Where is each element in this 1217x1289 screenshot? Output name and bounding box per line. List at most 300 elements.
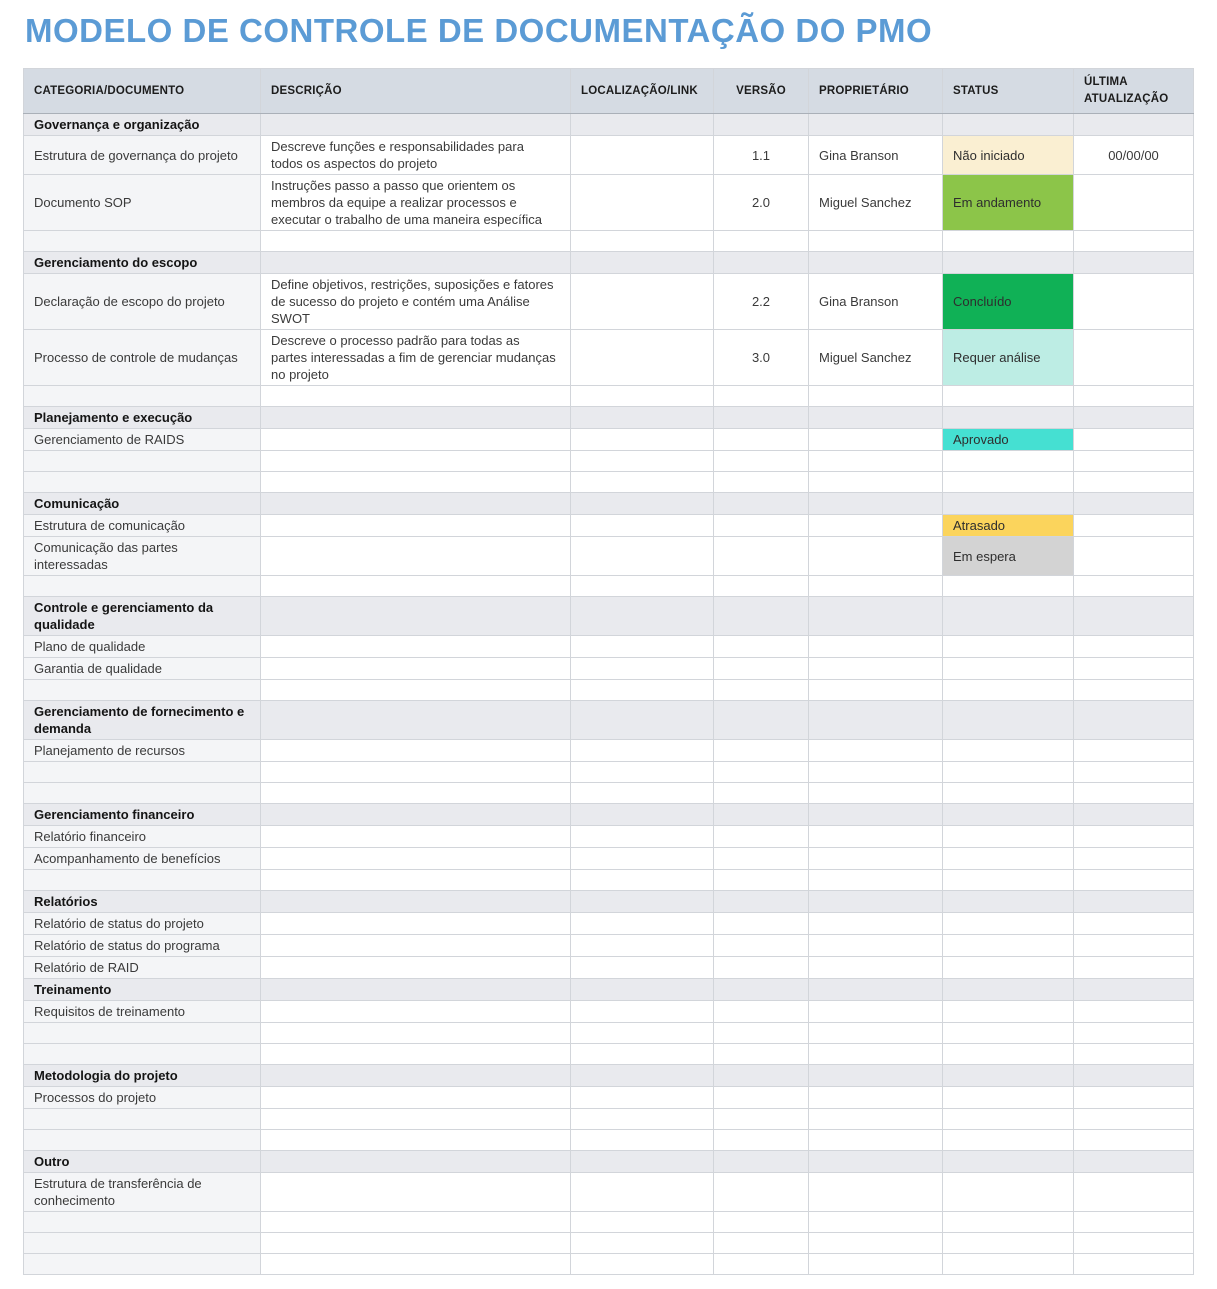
cell-status[interactable]: [943, 783, 1074, 804]
status-cell[interactable]: Não iniciado: [943, 136, 1074, 175]
cell-category[interactable]: [24, 576, 261, 597]
cell-description[interactable]: [261, 597, 571, 636]
cell-description[interactable]: [261, 1130, 571, 1151]
cell-category[interactable]: Controle e gerenciamento da qualidade: [24, 597, 261, 636]
cell-status[interactable]: [943, 848, 1074, 870]
status-cell[interactable]: Concluído: [943, 274, 1074, 330]
cell-updated[interactable]: [1074, 826, 1194, 848]
cell-location[interactable]: [571, 1151, 714, 1173]
cell-location[interactable]: [571, 1212, 714, 1233]
cell-category[interactable]: Gerenciamento de fornecimento e demanda: [24, 701, 261, 740]
cell-owner[interactable]: [809, 913, 943, 935]
cell-category[interactable]: [24, 1044, 261, 1065]
cell-description[interactable]: [261, 826, 571, 848]
cell-updated[interactable]: [1074, 274, 1194, 330]
cell-version[interactable]: [714, 1001, 809, 1023]
cell-status[interactable]: [943, 1001, 1074, 1023]
cell-version[interactable]: 2.0: [714, 175, 809, 231]
cell-category[interactable]: [24, 451, 261, 472]
cell-location[interactable]: [571, 848, 714, 870]
cell-version[interactable]: [714, 252, 809, 274]
cell-version[interactable]: [714, 537, 809, 576]
cell-location[interactable]: [571, 957, 714, 979]
cell-location[interactable]: [571, 979, 714, 1001]
status-cell[interactable]: Aprovado: [943, 429, 1074, 451]
cell-owner[interactable]: [809, 957, 943, 979]
cell-status[interactable]: [943, 1023, 1074, 1044]
cell-owner[interactable]: [809, 1151, 943, 1173]
cell-description[interactable]: [261, 1233, 571, 1254]
cell-updated[interactable]: [1074, 386, 1194, 407]
cell-owner[interactable]: Miguel Sanchez: [809, 175, 943, 231]
cell-category[interactable]: Documento SOP: [24, 175, 261, 231]
cell-description[interactable]: Descreve funções e responsabilidades para todos os aspectos do projeto: [261, 136, 571, 175]
cell-location[interactable]: [571, 1065, 714, 1087]
cell-description[interactable]: [261, 1065, 571, 1087]
cell-description[interactable]: [261, 979, 571, 1001]
cell-updated[interactable]: [1074, 537, 1194, 576]
cell-status[interactable]: [943, 1109, 1074, 1130]
cell-updated[interactable]: [1074, 597, 1194, 636]
cell-version[interactable]: [714, 597, 809, 636]
cell-description[interactable]: [261, 114, 571, 136]
cell-owner[interactable]: [809, 826, 943, 848]
cell-updated[interactable]: [1074, 1151, 1194, 1173]
cell-location[interactable]: [571, 429, 714, 451]
cell-version[interactable]: [714, 472, 809, 493]
cell-status[interactable]: [943, 1233, 1074, 1254]
cell-category[interactable]: Relatório de status do projeto: [24, 913, 261, 935]
cell-updated[interactable]: [1074, 493, 1194, 515]
cell-category[interactable]: Estrutura de governança do projeto: [24, 136, 261, 175]
cell-version[interactable]: [714, 804, 809, 826]
cell-location[interactable]: [571, 472, 714, 493]
cell-version[interactable]: [714, 1023, 809, 1044]
cell-category[interactable]: Comunicação das partes interessadas: [24, 537, 261, 576]
cell-category[interactable]: Plano de qualidade: [24, 636, 261, 658]
cell-version[interactable]: [714, 701, 809, 740]
cell-owner[interactable]: [809, 1109, 943, 1130]
cell-category[interactable]: [24, 1023, 261, 1044]
cell-location[interactable]: [571, 136, 714, 175]
cell-location[interactable]: [571, 597, 714, 636]
cell-owner[interactable]: [809, 1130, 943, 1151]
cell-owner[interactable]: [809, 1173, 943, 1212]
cell-owner[interactable]: [809, 658, 943, 680]
cell-updated[interactable]: 00/00/00: [1074, 136, 1194, 175]
cell-updated[interactable]: [1074, 231, 1194, 252]
cell-version[interactable]: [714, 114, 809, 136]
cell-owner[interactable]: [809, 1065, 943, 1087]
cell-updated[interactable]: [1074, 252, 1194, 274]
cell-owner[interactable]: [809, 597, 943, 636]
cell-status[interactable]: [943, 576, 1074, 597]
cell-status[interactable]: [943, 979, 1074, 1001]
cell-version[interactable]: [714, 979, 809, 1001]
cell-description[interactable]: [261, 957, 571, 979]
cell-updated[interactable]: [1074, 1173, 1194, 1212]
cell-updated[interactable]: [1074, 1130, 1194, 1151]
cell-category[interactable]: Gerenciamento financeiro: [24, 804, 261, 826]
cell-description[interactable]: [261, 913, 571, 935]
cell-version[interactable]: [714, 848, 809, 870]
cell-owner[interactable]: Miguel Sanchez: [809, 330, 943, 386]
cell-status[interactable]: [943, 680, 1074, 701]
cell-category[interactable]: Relatório de status do programa: [24, 935, 261, 957]
cell-location[interactable]: [571, 252, 714, 274]
cell-owner[interactable]: [809, 386, 943, 407]
cell-description[interactable]: [261, 1109, 571, 1130]
cell-description[interactable]: [261, 848, 571, 870]
cell-updated[interactable]: [1074, 913, 1194, 935]
cell-owner[interactable]: [809, 429, 943, 451]
cell-updated[interactable]: [1074, 740, 1194, 762]
cell-owner[interactable]: [809, 472, 943, 493]
cell-status[interactable]: [943, 1130, 1074, 1151]
cell-location[interactable]: [571, 1023, 714, 1044]
cell-category[interactable]: Comunicação: [24, 493, 261, 515]
cell-category[interactable]: [24, 1130, 261, 1151]
cell-owner[interactable]: [809, 114, 943, 136]
cell-version[interactable]: [714, 576, 809, 597]
cell-version[interactable]: [714, 658, 809, 680]
cell-updated[interactable]: [1074, 658, 1194, 680]
cell-status[interactable]: [943, 913, 1074, 935]
cell-updated[interactable]: [1074, 848, 1194, 870]
cell-version[interactable]: [714, 957, 809, 979]
cell-updated[interactable]: [1074, 762, 1194, 783]
cell-owner[interactable]: [809, 1233, 943, 1254]
cell-description[interactable]: [261, 680, 571, 701]
cell-owner[interactable]: [809, 701, 943, 740]
cell-owner[interactable]: [809, 252, 943, 274]
cell-version[interactable]: [714, 515, 809, 537]
cell-updated[interactable]: [1074, 804, 1194, 826]
cell-category[interactable]: Treinamento: [24, 979, 261, 1001]
cell-updated[interactable]: [1074, 175, 1194, 231]
cell-description[interactable]: Descreve o processo padrão para todas as partes interessadas a fim de gerenciar mudanças no projeto: [261, 330, 571, 386]
cell-version[interactable]: [714, 1044, 809, 1065]
cell-location[interactable]: [571, 537, 714, 576]
cell-version[interactable]: [714, 386, 809, 407]
cell-updated[interactable]: [1074, 1233, 1194, 1254]
cell-status[interactable]: [943, 740, 1074, 762]
cell-location[interactable]: [571, 913, 714, 935]
cell-location[interactable]: [571, 1254, 714, 1275]
cell-owner[interactable]: [809, 576, 943, 597]
cell-description[interactable]: [261, 231, 571, 252]
cell-updated[interactable]: [1074, 1087, 1194, 1109]
cell-description[interactable]: Define objetivos, restrições, suposições e fatores de sucesso do projeto e contém uma Análise SWOT: [261, 274, 571, 330]
cell-owner[interactable]: [809, 804, 943, 826]
cell-updated[interactable]: [1074, 1065, 1194, 1087]
cell-owner[interactable]: [809, 935, 943, 957]
cell-updated[interactable]: [1074, 935, 1194, 957]
cell-category[interactable]: Garantia de qualidade: [24, 658, 261, 680]
cell-description[interactable]: [261, 935, 571, 957]
cell-location[interactable]: [571, 114, 714, 136]
status-cell[interactable]: Em espera: [943, 537, 1074, 576]
cell-category[interactable]: Processo de controle de mudanças: [24, 330, 261, 386]
cell-status[interactable]: [943, 762, 1074, 783]
cell-version[interactable]: [714, 1065, 809, 1087]
cell-updated[interactable]: [1074, 783, 1194, 804]
cell-category[interactable]: [24, 1233, 261, 1254]
cell-location[interactable]: [571, 576, 714, 597]
cell-version[interactable]: [714, 636, 809, 658]
cell-description[interactable]: [261, 1254, 571, 1275]
cell-description[interactable]: [261, 1212, 571, 1233]
cell-description[interactable]: [261, 762, 571, 783]
cell-status[interactable]: [943, 407, 1074, 429]
cell-category[interactable]: Relatórios: [24, 891, 261, 913]
cell-owner[interactable]: [809, 740, 943, 762]
cell-category[interactable]: Planejamento de recursos: [24, 740, 261, 762]
cell-updated[interactable]: [1074, 1044, 1194, 1065]
cell-status[interactable]: [943, 114, 1074, 136]
cell-updated[interactable]: [1074, 701, 1194, 740]
cell-owner[interactable]: [809, 231, 943, 252]
cell-category[interactable]: Requisitos de treinamento: [24, 1001, 261, 1023]
cell-owner[interactable]: [809, 979, 943, 1001]
cell-category[interactable]: [24, 386, 261, 407]
cell-location[interactable]: [571, 1087, 714, 1109]
cell-updated[interactable]: [1074, 680, 1194, 701]
cell-updated[interactable]: [1074, 330, 1194, 386]
cell-category[interactable]: [24, 762, 261, 783]
cell-updated[interactable]: [1074, 451, 1194, 472]
cell-status[interactable]: [943, 804, 1074, 826]
cell-description[interactable]: [261, 252, 571, 274]
cell-updated[interactable]: [1074, 979, 1194, 1001]
cell-status[interactable]: [943, 1087, 1074, 1109]
cell-description[interactable]: [261, 1001, 571, 1023]
cell-owner[interactable]: Gina Branson: [809, 136, 943, 175]
cell-version[interactable]: [714, 783, 809, 804]
cell-owner[interactable]: [809, 783, 943, 804]
cell-description[interactable]: [261, 804, 571, 826]
cell-updated[interactable]: [1074, 957, 1194, 979]
cell-description[interactable]: [261, 472, 571, 493]
cell-version[interactable]: [714, 935, 809, 957]
cell-version[interactable]: [714, 913, 809, 935]
cell-owner[interactable]: [809, 407, 943, 429]
cell-owner[interactable]: [809, 1087, 943, 1109]
cell-category[interactable]: [24, 1212, 261, 1233]
cell-category[interactable]: [24, 231, 261, 252]
cell-location[interactable]: [571, 804, 714, 826]
cell-status[interactable]: [943, 597, 1074, 636]
cell-version[interactable]: [714, 451, 809, 472]
cell-location[interactable]: [571, 826, 714, 848]
cell-updated[interactable]: [1074, 636, 1194, 658]
cell-category[interactable]: [24, 472, 261, 493]
cell-version[interactable]: [714, 493, 809, 515]
cell-category[interactable]: Acompanhamento de benefícios: [24, 848, 261, 870]
cell-location[interactable]: [571, 1130, 714, 1151]
cell-category[interactable]: [24, 783, 261, 804]
cell-status[interactable]: [943, 252, 1074, 274]
cell-location[interactable]: [571, 1109, 714, 1130]
cell-version[interactable]: [714, 826, 809, 848]
cell-owner[interactable]: [809, 451, 943, 472]
cell-category[interactable]: Processos do projeto: [24, 1087, 261, 1109]
cell-description[interactable]: [261, 493, 571, 515]
cell-updated[interactable]: [1074, 870, 1194, 891]
cell-updated[interactable]: [1074, 515, 1194, 537]
cell-owner[interactable]: [809, 636, 943, 658]
status-cell[interactable]: Em andamento: [943, 175, 1074, 231]
cell-status[interactable]: [943, 386, 1074, 407]
cell-owner[interactable]: [809, 515, 943, 537]
status-cell[interactable]: Requer análise: [943, 330, 1074, 386]
status-cell[interactable]: Atrasado: [943, 515, 1074, 537]
cell-location[interactable]: [571, 740, 714, 762]
cell-status[interactable]: [943, 870, 1074, 891]
cell-updated[interactable]: [1074, 1001, 1194, 1023]
cell-updated[interactable]: [1074, 1254, 1194, 1275]
cell-version[interactable]: [714, 407, 809, 429]
cell-category[interactable]: [24, 1254, 261, 1275]
cell-location[interactable]: [571, 1001, 714, 1023]
cell-version[interactable]: [714, 680, 809, 701]
cell-location[interactable]: [571, 493, 714, 515]
cell-location[interactable]: [571, 783, 714, 804]
cell-version[interactable]: [714, 429, 809, 451]
cell-location[interactable]: [571, 175, 714, 231]
cell-category[interactable]: Governança e organização: [24, 114, 261, 136]
cell-version[interactable]: [714, 1087, 809, 1109]
cell-version[interactable]: [714, 762, 809, 783]
cell-category[interactable]: Relatório de RAID: [24, 957, 261, 979]
cell-category[interactable]: Gerenciamento de RAIDS: [24, 429, 261, 451]
cell-version[interactable]: [714, 231, 809, 252]
cell-location[interactable]: [571, 935, 714, 957]
cell-status[interactable]: [943, 493, 1074, 515]
cell-description[interactable]: [261, 429, 571, 451]
cell-status[interactable]: [943, 472, 1074, 493]
cell-status[interactable]: [943, 891, 1074, 913]
cell-owner[interactable]: [809, 680, 943, 701]
cell-status[interactable]: [943, 1173, 1074, 1212]
cell-version[interactable]: 2.2: [714, 274, 809, 330]
cell-status[interactable]: [943, 1212, 1074, 1233]
cell-description[interactable]: [261, 576, 571, 597]
cell-status[interactable]: [943, 231, 1074, 252]
cell-version[interactable]: [714, 1151, 809, 1173]
cell-version[interactable]: [714, 740, 809, 762]
cell-updated[interactable]: [1074, 1212, 1194, 1233]
cell-description[interactable]: [261, 515, 571, 537]
cell-owner[interactable]: [809, 1044, 943, 1065]
cell-description[interactable]: [261, 783, 571, 804]
cell-category[interactable]: Estrutura de transferência de conhecimento: [24, 1173, 261, 1212]
cell-version[interactable]: 3.0: [714, 330, 809, 386]
cell-updated[interactable]: [1074, 1023, 1194, 1044]
cell-category[interactable]: Estrutura de comunicação: [24, 515, 261, 537]
cell-location[interactable]: [571, 274, 714, 330]
cell-category[interactable]: Declaração de escopo do projeto: [24, 274, 261, 330]
cell-status[interactable]: [943, 957, 1074, 979]
cell-description[interactable]: [261, 636, 571, 658]
cell-category[interactable]: Gerenciamento do escopo: [24, 252, 261, 274]
cell-category[interactable]: Relatório financeiro: [24, 826, 261, 848]
cell-status[interactable]: [943, 658, 1074, 680]
cell-category[interactable]: Outro: [24, 1151, 261, 1173]
cell-status[interactable]: [943, 1151, 1074, 1173]
cell-owner[interactable]: [809, 1212, 943, 1233]
cell-description[interactable]: Instruções passo a passo que orientem os membros da equipe a realizar processos e executar o trabalho de uma maneira específica: [261, 175, 571, 231]
cell-location[interactable]: [571, 680, 714, 701]
cell-description[interactable]: [261, 891, 571, 913]
cell-version[interactable]: 1.1: [714, 136, 809, 175]
cell-version[interactable]: [714, 891, 809, 913]
cell-location[interactable]: [571, 1233, 714, 1254]
cell-location[interactable]: [571, 762, 714, 783]
cell-description[interactable]: [261, 658, 571, 680]
cell-status[interactable]: [943, 636, 1074, 658]
cell-description[interactable]: [261, 1151, 571, 1173]
cell-location[interactable]: [571, 636, 714, 658]
cell-location[interactable]: [571, 330, 714, 386]
cell-description[interactable]: [261, 740, 571, 762]
cell-status[interactable]: [943, 1065, 1074, 1087]
cell-description[interactable]: [261, 386, 571, 407]
cell-owner[interactable]: [809, 1254, 943, 1275]
cell-description[interactable]: [261, 451, 571, 472]
cell-location[interactable]: [571, 1044, 714, 1065]
cell-updated[interactable]: [1074, 1109, 1194, 1130]
cell-description[interactable]: [261, 1044, 571, 1065]
cell-status[interactable]: [943, 701, 1074, 740]
cell-category[interactable]: Metodologia do projeto: [24, 1065, 261, 1087]
cell-description[interactable]: [261, 1173, 571, 1212]
cell-description[interactable]: [261, 537, 571, 576]
cell-location[interactable]: [571, 701, 714, 740]
cell-version[interactable]: [714, 1254, 809, 1275]
cell-owner[interactable]: [809, 493, 943, 515]
cell-location[interactable]: [571, 231, 714, 252]
cell-updated[interactable]: [1074, 407, 1194, 429]
cell-status[interactable]: [943, 826, 1074, 848]
cell-updated[interactable]: [1074, 891, 1194, 913]
cell-description[interactable]: [261, 407, 571, 429]
cell-status[interactable]: [943, 451, 1074, 472]
cell-location[interactable]: [571, 658, 714, 680]
cell-owner[interactable]: [809, 1001, 943, 1023]
cell-location[interactable]: [571, 870, 714, 891]
cell-version[interactable]: [714, 1109, 809, 1130]
cell-description[interactable]: [261, 1087, 571, 1109]
cell-category[interactable]: [24, 680, 261, 701]
cell-location[interactable]: [571, 386, 714, 407]
cell-location[interactable]: [571, 451, 714, 472]
cell-owner[interactable]: [809, 870, 943, 891]
cell-location[interactable]: [571, 515, 714, 537]
cell-description[interactable]: [261, 1023, 571, 1044]
cell-updated[interactable]: [1074, 114, 1194, 136]
cell-owner[interactable]: [809, 762, 943, 783]
cell-category[interactable]: [24, 1109, 261, 1130]
cell-category[interactable]: [24, 870, 261, 891]
cell-status[interactable]: [943, 1254, 1074, 1275]
cell-owner[interactable]: Gina Branson: [809, 274, 943, 330]
cell-owner[interactable]: [809, 537, 943, 576]
cell-owner[interactable]: [809, 1023, 943, 1044]
cell-version[interactable]: [714, 1173, 809, 1212]
cell-updated[interactable]: [1074, 576, 1194, 597]
cell-updated[interactable]: [1074, 429, 1194, 451]
